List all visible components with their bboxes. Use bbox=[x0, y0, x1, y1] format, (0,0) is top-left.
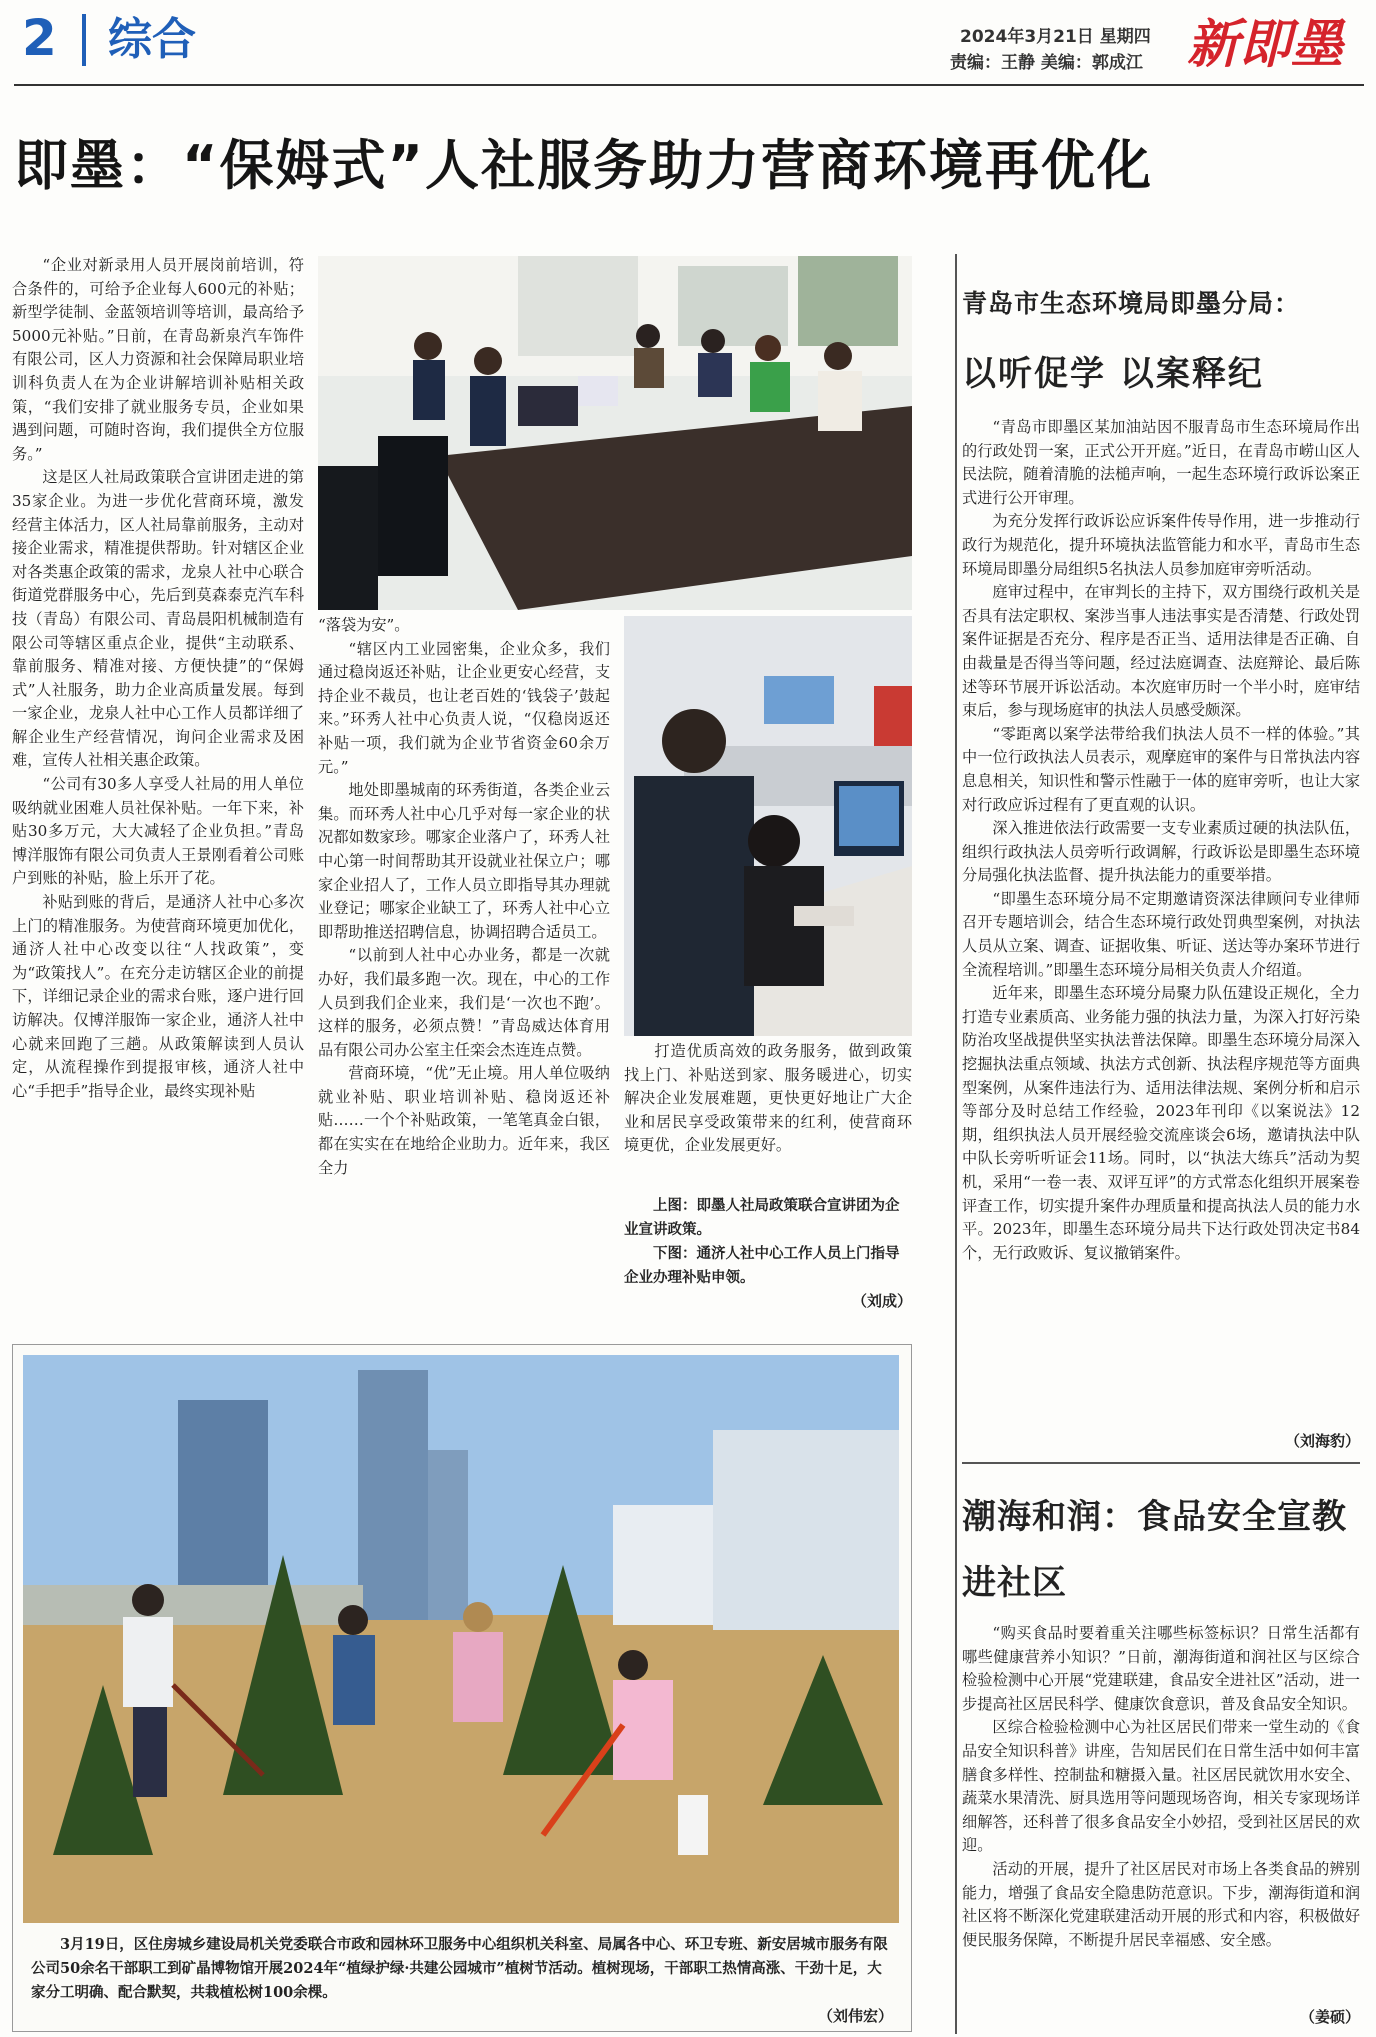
main-article-column-1 bbox=[12, 254, 304, 1312]
side-article-1-title-line2: 以听促学 以案释纪 bbox=[962, 354, 1264, 394]
newspaper-logo bbox=[1170, 6, 1360, 78]
paragraph: “零距离以案学法带给我们执法人员不一样的体验。”其中一位行政执法人员表示，观摩庭审的案件与日常执法内容息息相关，知识性和警示性融于一体的庭审旁听，也让大家对行政应诉过程有了更直观的认识。 bbox=[962, 724, 1360, 814]
meeting-room-illustration bbox=[318, 256, 912, 610]
paragraph: “青岛市即墨区某加油站因不服青岛市生态环境局作出的行政处罚一案，正式公开开庭。”近日，在青岛市崂山区人民法院，随着清脆的法槌声响，一起生态环境行政诉讼案正式进行公开审理。 bbox=[962, 418, 1360, 507]
side-article-2-body bbox=[962, 1622, 1360, 2002]
paragraph: 地处即墨城南的环秀街道，各类企业云集。而环秀人社中心几乎对每一家企业的状况都如数家珍。哪家企业落户了，环秀人社中心第一时间帮助其开设就业社保立户；哪家企业招人了，工作人员立即指导其办理就业登记；哪家企业缺工了，环秀人社中心立即帮助推送招聘信息，协调招聘合适员工。 bbox=[318, 781, 610, 941]
paragraph: “辖区内工业园密集，企业众多，我们通过稳岗返还补贴，让企业更安心经营，支持企业不裁员，也让老百姓的‘钱袋子’鼓起来。”环秀人社中心负责人说，“仅稳岗返还补贴一项，我们就为企业节省资金60余万元。” bbox=[318, 639, 610, 776]
side-article-2-credit: （姜硕） bbox=[1299, 2008, 1360, 2026]
paragraph: 庭审过程中，在审判长的主持下，双方围绕行政机关是否具有法定职权、案涉当事人违法事实是否清楚、行政处罚案件证据是否充分、程序是否正当、适用法律是否正确、自由裁量是否得当等问题，经过法庭调查、法庭辩论、最后陈述等环节展开诉讼活动。本次庭审历时一个半小时，庭审结束后，参与现场庭审的执法人员感受颇深。 bbox=[962, 583, 1360, 720]
photo-policy-briefing bbox=[318, 256, 912, 610]
side-article-1-title-line1: 青岛市生态环境局即墨分局： bbox=[962, 289, 1301, 318]
paragraph: 补贴到账的背后，是通济人社中心多次上门的精准服务。为使营商环境更加优化，通济人社中心改变以往“人找政策”，变为“政策找人”。在充分走访辖区企业的前提下，详细记录企业的需求台账，逐户进行回访解决。仅博洋服饰一家企业，通济人社中心就来回跑了三趟。从政策解读到人员认定，从流程操作到提报审核，通济人社中心“手把手”指导企业，最终实现补贴 bbox=[12, 893, 304, 1100]
caption-bottom: 通济人社中心工作人员上门指导企业办理补贴申领。 bbox=[624, 1245, 900, 1286]
paragraph: “企业对新录用人员开展岗前培训，符合条件的，可给予企业每人600元的补贴；新型学徒制、金蓝领培训等培训，最高给予5000元补贴。”日前，在青岛新泉汽车饰件有限公司，区人力资源和社会保障局职业培训科负责人在为企业讲解培训补贴相关政策，“我们安排了就业服务专员，企业如果遇到问题，可随时咨询，我们提供全方位服务。” bbox=[12, 256, 304, 463]
paragraph: 打造优质高效的政务服务，做到政策找上门、补贴送到家、服务暖进心，切实解决企业发展难题，更快更好地让广大企业和居民享受政策带来的红利，使营商环境更优，企业发展更好。 bbox=[624, 1042, 912, 1155]
paragraph: 活动的开展，提升了社区居民对市场上各类食品的辨别能力，增强了食品安全隐患防范意识。下步，潮海街道和润社区将不断深化党建联建活动开展的形式和内容，积极做好便民服务保障，不断提升居民幸福感、安全感。 bbox=[962, 1859, 1360, 1949]
main-article-column-3 bbox=[624, 1040, 912, 1190]
caption-top-label: 上图： bbox=[653, 1198, 697, 1214]
column-divider bbox=[955, 254, 957, 2034]
paragraph: “以前到人社中心办业务，都是一次就办好，我们最多跑一次。现在，中心的工作人员到我们企业来，我们是‘一次也不跑’。这样的服务，必须点赞！”青岛威达体育用品有限公司办公室主任栾会杰连连点赞。 bbox=[318, 946, 610, 1059]
side-article-separator bbox=[962, 1462, 1360, 1464]
tree-photo-credit: （刘伟宏） bbox=[817, 2007, 893, 2025]
tree-photo-caption: 3月19日，区住房城乡建设局机关党委联合市政和园林环卫服务中心组织机关科室、局属各中心、环卫专班、新安居城市服务有限公司50余名干部职工到矿晶博物馆开展2024年“植绿护绿·共建公园城市”植树节活动。植树现场，干部职工热情高涨、干劲十足，大家分工明确、配合默契，共栽植松树100余棵。 bbox=[31, 1936, 888, 2001]
paragraph: “公司有30多人享受人社局的用人单位吸纳就业困难人员社保补贴。一年下来，补贴30多万元，大大减轻了企业负担。”青岛博洋服饰有限公司负责人王景刚看着公司账户到账的补贴，脸上乐开了花。 bbox=[12, 775, 304, 888]
photo-tree-planting bbox=[23, 1355, 899, 1923]
caption-bottom-label: 下图： bbox=[653, 1246, 697, 1262]
side-article-2-title: 潮海和润：食品安全宣教进社区 bbox=[962, 1497, 1347, 1603]
paragraph: 为充分发挥行政诉讼应诉案件传导作用，进一步推动行政行为规范化，提升环境执法监管能力和水平，青岛市生态环境局即墨分局组织5名执法人员参加庭审旁听活动。 bbox=[962, 512, 1360, 578]
paragraph: 区综合检验检测中心为社区居民们带来一堂生动的《食品安全知识科普》讲座，告知居民们在日常生活中如何丰富膳食多样性、控制盐和糖摄入量。社区居民就饮用水安全、蔬菜水果清洗、厨具选用等问题现场咨询，相关专家现场详细解答，还科普了很多食品安全小妙招，受到社区居民的欢迎。 bbox=[962, 1718, 1360, 1855]
paragraph: “即墨生态环境分局不定期邀请资深法律顾问专业律师召开专题培训会，结合生态环境行政处罚典型案例，对执法人员从立案、调查、证据收集、听证、送达等办案环节进行全流程培训。”即墨生态环境分局相关负责人介绍道。 bbox=[962, 889, 1360, 979]
paragraph: 深入推进依法行政需要一支专业素质过硬的执法队伍，组织行政执法人员旁听行政调解，行政诉讼是即墨生态环境分局强化执法监督、提升执法能力的重要举措。 bbox=[962, 819, 1360, 885]
photo-captions bbox=[624, 1194, 912, 1290]
masthead-rule bbox=[14, 84, 1364, 86]
editor-credits: 责编：王静 美编：郭成江 bbox=[950, 53, 1143, 73]
newspaper-logo-text: 新即墨 bbox=[1186, 14, 1344, 75]
paragraph: “落袋为安”。 bbox=[318, 616, 410, 634]
tree-planting-illustration bbox=[23, 1355, 899, 1923]
paragraph: 近年来，即墨生态环境分局聚力队伍建设正规化，全力打造专业素质高、业务能力强的执法力量，为深入打好污染防治攻坚战提供坚实执法普法保障。即墨生态环境分局深入挖掘执法重点领域、执法方式创新、执法程序规范等方面典型案例，从案件违法行为、适用法律法规、案例分析和启示等部分及时总结工作经验，2023年刊印《以案说法》12期，组织执法人员开展经验交流座谈会6场，邀请执法中队中队长旁听听证会11场。同时，以“执法大练兵”活动为契机，采用“一卷一表、双评互评”的方式常态化组织开展案卷评查工作，切实提升案件办理质量和提高执法人员的能力水平。2023年，即墨生态环境分局共下达行政处罚决定书84个，无行政败诉、复议撤销案件。 bbox=[962, 984, 1360, 1262]
paragraph: 营商环境，“优”无止境。用人单位吸纳就业补贴、职业培训补贴、稳岗返还补贴……一个个补贴政策，一笔笔真金白银，都在实实在在地给企业助力。近年来，我区全力 bbox=[318, 1064, 610, 1177]
side-article-1-credit: （刘海豹） bbox=[1284, 1432, 1360, 1450]
office-illustration bbox=[624, 616, 912, 1036]
main-headline: 即墨：“保姆式”人社服务助力营商环境再优化 bbox=[14, 134, 1153, 197]
main-article-credit: （刘成） bbox=[851, 1292, 912, 1310]
photo-subsidy-guidance bbox=[624, 616, 912, 1036]
page-number: 2 bbox=[22, 9, 57, 67]
paragraph: “购买食品时要着重关注哪些标签标识？日常生活都有哪些健康营养小知识？”日前，潮海街道和润社区与区综合检验检测中心开展“党建联建，食品安全进社区”活动，进一步提高社区居民科学、健康饮食意识，普及食品安全知识。 bbox=[962, 1624, 1360, 1713]
main-article-column-2 bbox=[318, 614, 610, 1312]
side-article-1-body bbox=[962, 416, 1360, 1426]
paragraph: 这是区人社局政策联合宣讲团走进的第35家企业。为进一步优化营商环境，激发经营主体活力，区人社局靠前服务，主动对接企业需求，精准提供帮助。针对辖区企业对各类惠企政策的需求，龙泉人社中心联合街道党群服务中心，先后到莫森泰克汽车科技（青岛）有限公司、青岛晨阳机械制造有限公司等辖区重点企业，提供“主动联系、靠前服务、精准对接、方便快捷”的“保姆式”人社服务，助力企业高质量发展。每到一家企业，龙泉人社中心工作人员都详细了解企业生产经营情况，询问企业需求及困难，宣传人社相关惠企政策。 bbox=[12, 468, 304, 770]
section-name: 综合 bbox=[108, 14, 196, 65]
caption-top: 即墨人社局政策联合宣讲团为企业宣讲政策。 bbox=[624, 1197, 900, 1238]
issue-date: 2024年3月21日 星期四 bbox=[960, 27, 1151, 47]
tree-planting-block bbox=[12, 1344, 912, 2032]
masthead-divider bbox=[82, 14, 86, 66]
